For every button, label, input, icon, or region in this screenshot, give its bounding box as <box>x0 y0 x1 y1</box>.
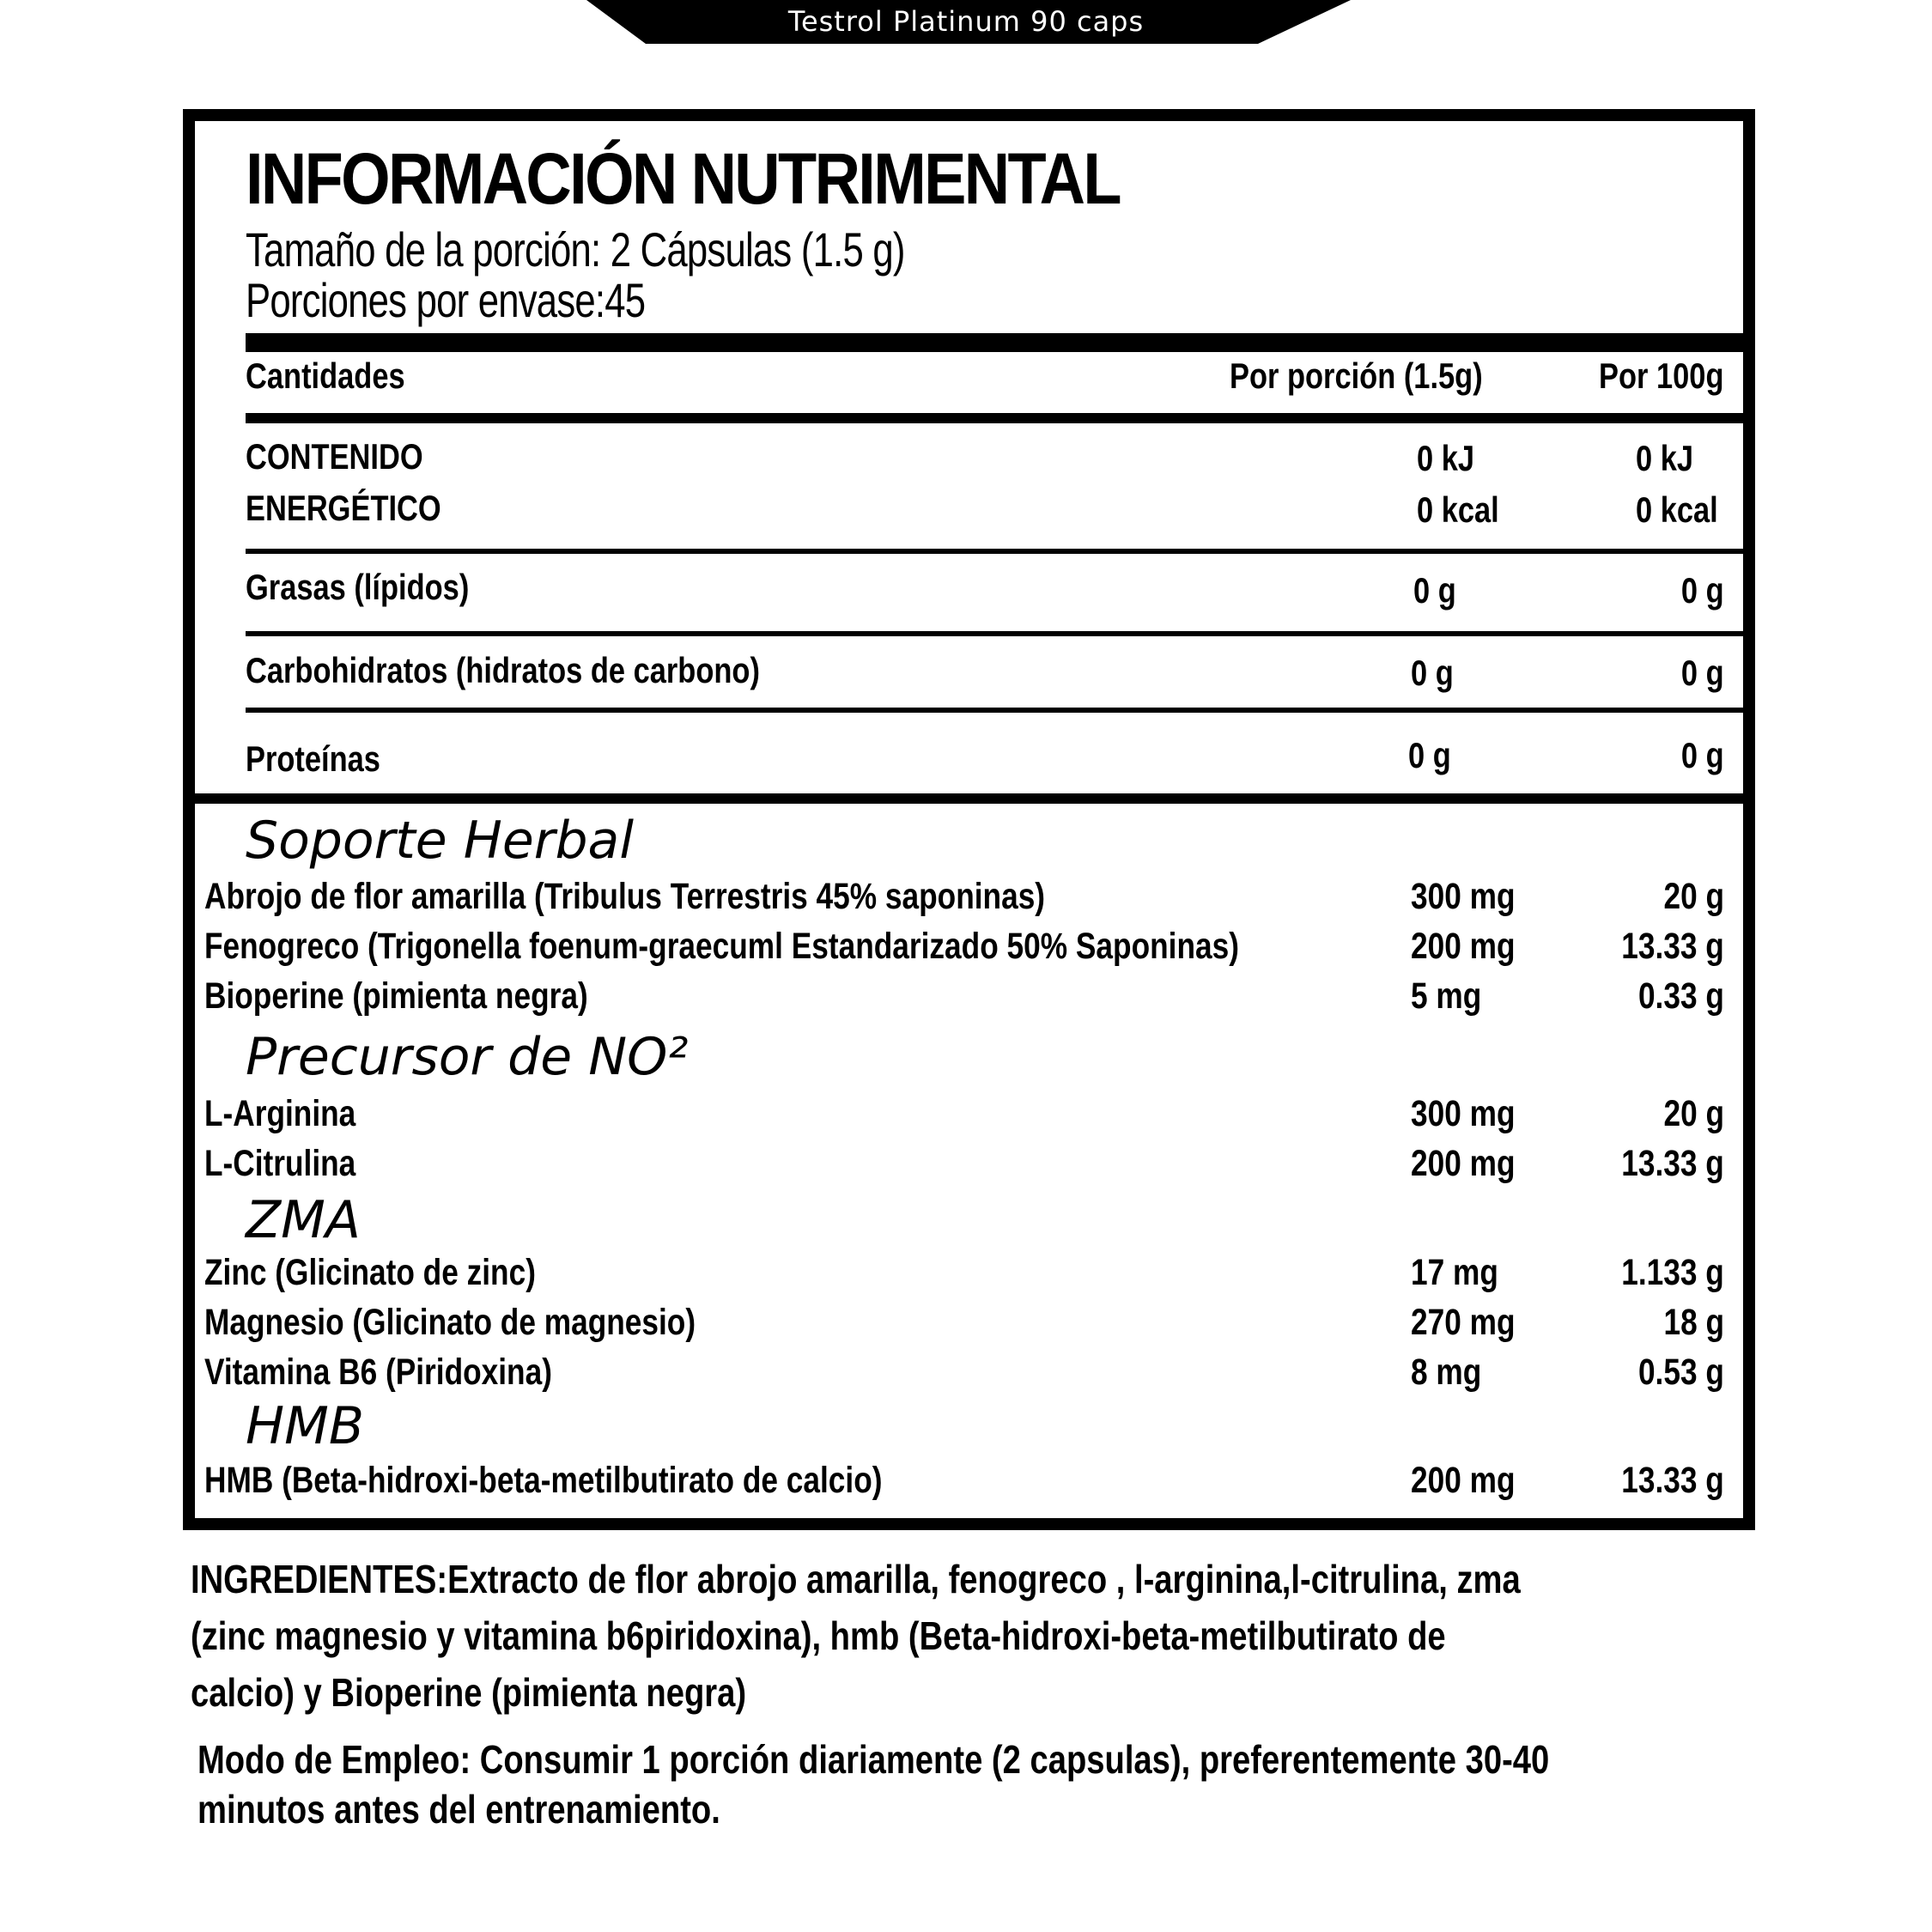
serving-size: Tamaño de la porción: 2 Cápsulas (1.5 g) <box>246 222 905 276</box>
nutrient-name: Carbohidratos (hidratos de carbono) <box>246 650 760 690</box>
ingredients-line: calcio) y Bioperine (pimienta negra) <box>191 1670 747 1715</box>
product-banner <box>0 0 1932 45</box>
nutrient-name: Proteínas <box>246 738 380 779</box>
ingredient-per-100: 1.133 g <box>1621 1252 1724 1293</box>
ingredient-per-serving: 270 mg <box>1411 1302 1516 1343</box>
nutrient-per-serving: 0 g <box>1408 735 1451 775</box>
section-divider <box>183 793 1755 804</box>
ingredient-name: HMB (Beta-hidroxi-beta-metilbutirato de calcio) <box>204 1460 883 1501</box>
ingredient-name: Vitamina B6 (Piridoxina) <box>204 1352 552 1393</box>
ingredient-per-serving: 300 mg <box>1411 876 1516 917</box>
ingredient-per-100: 20 g <box>1663 876 1724 917</box>
nutrient-per-serving: 0 g <box>1411 653 1454 693</box>
energy-label-line2: ENERGÉTICO <box>246 488 441 528</box>
nutrient-per-100: 0 g <box>1681 735 1724 775</box>
ingredient-per-serving: 8 mg <box>1411 1352 1482 1393</box>
product-name: Testrol Platinum 90 caps <box>787 5 1145 38</box>
ingredient-per-serving: 300 mg <box>1411 1093 1516 1134</box>
ingredients-line: INGREDIENTES:Extracto de flor abrojo amarilla, fenogreco , l-arginina,l-citrulina, zma <box>191 1557 1521 1601</box>
ingredient-name: Zinc (Glicinato de zinc) <box>204 1252 536 1293</box>
ingredient-per-100: 13.33 g <box>1621 926 1724 967</box>
ingredient-per-100: 18 g <box>1663 1302 1724 1343</box>
energy-per-serving-kj: 0 kJ <box>1417 438 1475 478</box>
ingredient-per-100: 0.53 g <box>1638 1352 1724 1393</box>
nutrient-per-serving: 0 g <box>1413 570 1456 611</box>
ingredient-per-serving: 200 mg <box>1411 1460 1516 1501</box>
section-title: HMB <box>246 1396 365 1456</box>
ingredient-name: Bioperine (pimienta negra) <box>204 975 588 1017</box>
nutrient-name: Grasas (lípidos) <box>246 567 470 607</box>
column-header-per-serving: Por porción (1.5g) <box>1230 355 1483 396</box>
ingredient-name: Abrojo de flor amarilla (Tribulus Terrestris 45% saponinas) <box>204 876 1046 917</box>
energy-per-100-kcal: 0 kcal <box>1636 489 1718 530</box>
ingredient-per-serving: 200 mg <box>1411 926 1516 967</box>
row-divider <box>246 708 1743 713</box>
ingredient-per-100: 0.33 g <box>1638 975 1724 1017</box>
servings-per-container: Porciones por envase:45 <box>246 273 646 327</box>
ingredients-line: (zinc magnesio y vitamina b6piridoxina), hmb (Beta-hidroxi-beta-metilbutirato de <box>191 1613 1446 1658</box>
energy-per-serving-kcal: 0 kcal <box>1417 489 1499 530</box>
section-title: ZMA <box>246 1190 361 1250</box>
nutrient-per-100: 0 g <box>1681 570 1724 611</box>
nutrient-per-100: 0 g <box>1681 653 1724 693</box>
energy-per-100-kj: 0 kJ <box>1636 438 1694 478</box>
ingredient-name: L-Citrulina <box>204 1143 356 1184</box>
ingredient-per-serving: 200 mg <box>1411 1143 1516 1184</box>
ingredient-name: Fenogreco (Trigonella foenum-graecuml Estandarizado 50% Saponinas) <box>204 926 1239 967</box>
ingredient-per-100: 20 g <box>1663 1093 1724 1134</box>
ingredient-name: L-Arginina <box>204 1093 356 1134</box>
ingredient-per-serving: 5 mg <box>1411 975 1482 1017</box>
usage-line: Modo de Empleo: Consumir 1 porción diariamente (2 capsulas), preferentemente 30-40 <box>197 1737 1550 1782</box>
ingredient-per-serving: 17 mg <box>1411 1252 1498 1293</box>
ingredient-name: Magnesio (Glicinato de magnesio) <box>204 1302 696 1343</box>
usage-line: minutos antes del entrenamiento. <box>197 1787 720 1832</box>
ingredient-per-100: 13.33 g <box>1621 1460 1724 1501</box>
row-divider <box>246 549 1743 554</box>
section-title: Precursor de NO² <box>246 1027 689 1087</box>
energy-label-line1: CONTENIDO <box>246 436 423 477</box>
ingredient-per-100: 13.33 g <box>1621 1143 1724 1184</box>
column-header-per-100g: Por 100g <box>1599 355 1724 396</box>
thick-divider <box>246 333 1743 352</box>
column-header-name: Cantidades <box>246 355 405 396</box>
row-divider <box>246 631 1743 636</box>
section-title: Soporte Herbal <box>246 811 634 871</box>
panel-title: INFORMACIÓN NUTRIMENTAL <box>246 138 1120 219</box>
header-divider <box>246 413 1743 423</box>
